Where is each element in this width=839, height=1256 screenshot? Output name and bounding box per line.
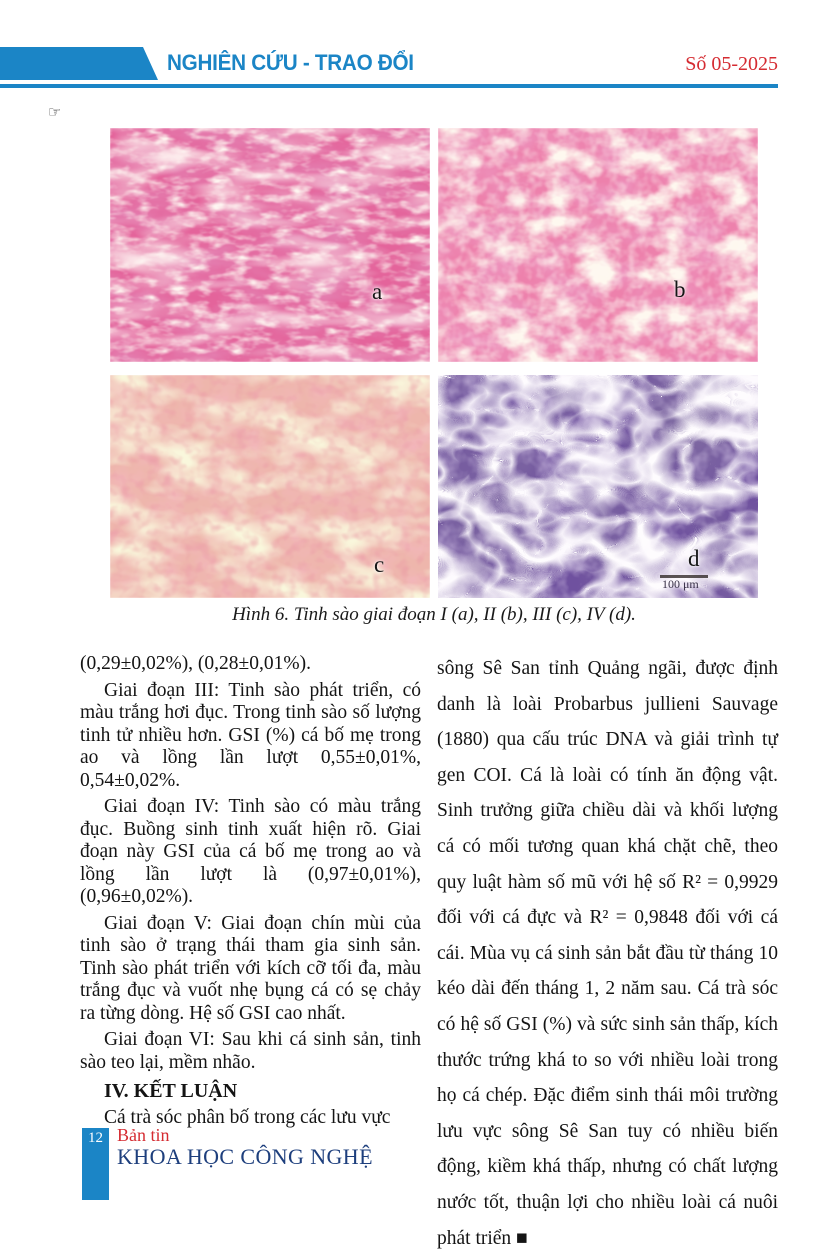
- paragraph: Giai đoạn VI: Sau khi cá sinh sản, tinh sào teo lại, mềm nhão.: [80, 1029, 421, 1073]
- micrograph-texture-layer: [438, 128, 758, 362]
- paragraph: Giai đoạn IV: Tinh sào có màu trắng đục. Buồng sinh tinh xuất hiện rõ. Giai đoạn này GSI của cá bố mẹ trong ao và lồng lần lượt là (0,97±0,01%), (0,96±0,02%).: [80, 796, 421, 907]
- text-column-right: [437, 651, 778, 1256]
- footer-page-number: 12: [88, 1130, 103, 1146]
- micrograph-panel-d: [438, 375, 758, 598]
- issue-number: Số 05-2025: [685, 53, 778, 75]
- figure-block: [110, 128, 758, 598]
- panel-label-b: b: [674, 277, 686, 302]
- section-title: NGHIÊN CỨU - TRAO ĐỔI: [167, 50, 414, 75]
- micrograph-panel-b: [438, 128, 758, 362]
- micrograph-image-d: [438, 375, 758, 598]
- paragraph: Giai đoạn III: Tinh sào phát triển, có màu trắng hơi đục. Trong tinh sào số lượng tinh tử nhiều hơn. GSI (%) cá bố mẹ trong ao và lồng lần lượt 0,55±0,01%, 0,54±0,02%.: [80, 679, 421, 791]
- micrograph-texture-layer: [110, 128, 430, 362]
- panel-label-d: d: [688, 546, 700, 571]
- micrograph-grid: [110, 128, 758, 598]
- pointer-hand-icon: ☞: [48, 103, 62, 121]
- paragraph: (0,29±0,02%), (0,28±0,01%).: [80, 653, 311, 674]
- figure-caption: Hình 6. Tinh sào giai đoạn I (a), II (b), III (c), IV (d).: [232, 604, 636, 625]
- micrograph-image-a: [110, 128, 430, 362]
- header-divider-rule: [0, 84, 778, 88]
- footer-bulletin-label: Bản tin: [117, 1125, 170, 1145]
- footer-bulletin-name: KHOA HỌC CÔNG NGHỆ: [117, 1144, 373, 1169]
- scale-bar-label: 100 μm: [662, 577, 699, 591]
- micrograph-image-b: [438, 128, 758, 362]
- text-column-left: [80, 653, 421, 1129]
- panel-label-a: a: [372, 279, 383, 304]
- paragraph: Giai đoạn V: Giai đoạn chín mùi của tinh sào ở trạng thái tham gia sinh sản. Tinh sào phát triển với kích cỡ tối đa, màu trắng đục và vuốt nhẹ bụng cá có sẹ chảy ra từng dòng. Hệ số GSI cao nhất.: [80, 912, 421, 1024]
- micrograph-panel-a: [110, 128, 430, 362]
- panel-label-c: c: [374, 552, 385, 577]
- conclusion-heading: IV. KẾT LUẬN: [104, 1080, 238, 1102]
- micrograph-texture-layer: [438, 375, 758, 598]
- header-accent-flag: [0, 47, 158, 80]
- paragraph: Cá trà sóc phân bố trong các lưu vực: [104, 1106, 391, 1128]
- paragraph: sông Sê San tỉnh Quảng ngãi, được định danh là loài Probarbus jullieni Sauvage (1880) qua cấu trúc DNA và giải trình tự gen COI. Cá là loài có tính ăn động vật. Sinh trưởng giữa chiều dài và khối lượng cá có mối tương quan khá chặt chẽ, theo quy luật hàm số mũ với hệ số R² = 0,9929 đối với cá đực và R² = 0,9848 đối với cá cái. Mùa vụ cá sinh sản bắt đầu từ tháng 10 kéo dài đến tháng 1, 2 năm sau. Cá trà sóc có hệ số GSI (%) và sức sinh sản thấp, kích thước trứng khá to so với nhiều loài trong họ cá chép. Đặc điểm sinh thái môi trường lưu vực sông Sê San tuy có nhiều biến động, kiềm khá thấp, nhưng có chất lượng nước tốt, thuận lợi cho nhiều loài cá nuôi phát triển ■: [437, 658, 778, 1249]
- micrograph-panel-c: [110, 375, 430, 598]
